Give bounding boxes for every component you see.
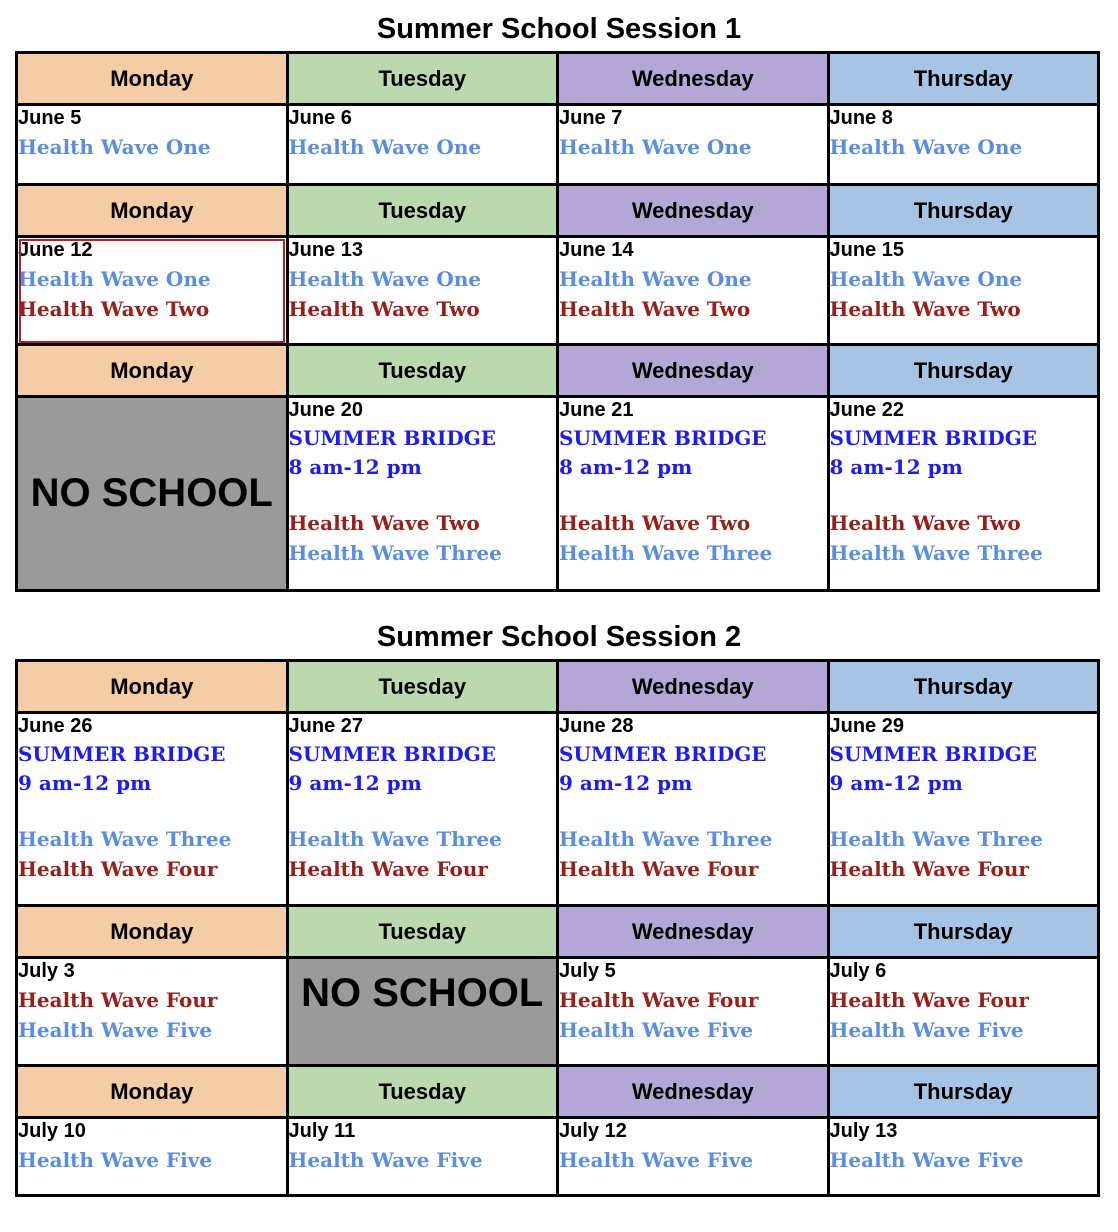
date-label: July 5 [559,960,616,982]
event-summer-bridge: SUMMER BRIDGE [829,426,1038,450]
day-cell [558,1118,829,1196]
day-header-wednesday: Wednesday [558,906,829,958]
day-header-thursday: Thursday [828,906,1099,958]
day-header-tuesday: Tuesday [287,185,558,237]
day-header-wednesday: Wednesday [558,661,829,713]
week-row [17,713,1099,906]
event-health-wave: Health Wave Two [18,297,210,321]
event-health-wave: Health Wave Two [288,511,480,535]
event-time: 8 am-12 pm [288,455,422,479]
event-health-wave: Health Wave Three [288,541,502,565]
event-health-wave: Health Wave Five [18,1018,213,1042]
event-health-wave: Health Wave Four [829,857,1029,881]
day-header-wednesday: Wednesday [558,185,829,237]
day-header-thursday: Thursday [828,661,1099,713]
event-health-wave: Health Wave Three [829,827,1043,851]
no-school-cell: NO SCHOOL [287,958,558,1066]
event-health-wave: Health Wave Three [288,827,502,851]
day-header-wednesday: Wednesday [558,345,829,397]
event-time: 8 am-12 pm [829,455,963,479]
day-cell [558,713,829,906]
week-row [17,105,1099,185]
day-cell [287,1118,558,1196]
event-health-wave: Health Wave Five [288,1148,483,1172]
day-header-tuesday: Tuesday [287,345,558,397]
date-label: June 21 [559,399,634,421]
day-cell [17,1118,288,1196]
day-cell [828,397,1099,591]
date-label: June 5 [18,107,82,129]
event-health-wave: Health Wave Two [559,511,751,535]
session-1-title: Summer School Session 1 [376,13,742,45]
day-cell [558,237,829,345]
session-1-calendar [15,51,1100,592]
day-header-tuesday: Tuesday [287,661,558,713]
no-school-cell: NO SCHOOL [17,397,288,591]
session-2-calendar [15,659,1100,1197]
event-summer-bridge: SUMMER BRIDGE [559,426,767,450]
event-summer-bridge: SUMMER BRIDGE [288,426,497,450]
day-header-monday: Monday [17,345,288,397]
date-label: July 6 [829,960,887,982]
event-time: 9 am-12 pm [829,771,963,795]
event-health-wave: Health Wave One [559,135,752,159]
day-header-row [17,906,1099,958]
day-header-monday: Monday [17,185,288,237]
event-health-wave: Health Wave Four [288,857,488,881]
event-health-wave: Health Wave Two [829,297,1021,321]
date-label: July 12 [559,1120,627,1142]
event-health-wave: Health Wave Five [18,1148,213,1172]
event-time: 8 am-12 pm [559,455,693,479]
event-health-wave: Health Wave One [288,267,482,291]
event-health-wave: Health Wave Four [18,857,218,881]
session-2-title: Summer School Session 2 [376,621,742,653]
date-label: July 13 [829,1120,898,1142]
date-label: June 6 [288,107,352,129]
day-header-thursday: Thursday [828,185,1099,237]
day-cell [287,105,558,185]
event-health-wave: Health Wave One [18,135,211,159]
event-health-wave: Health Wave One [829,267,1023,291]
event-health-wave: Health Wave Five [559,1018,754,1042]
event-summer-bridge: SUMMER BRIDGE [288,742,497,766]
day-header-row [17,661,1099,713]
event-health-wave: Health Wave Two [559,297,751,321]
day-header-thursday: Thursday [828,345,1099,397]
date-label: July 11 [288,1120,356,1142]
day-cell [17,105,288,185]
event-health-wave: Health Wave Three [559,541,773,565]
day-header-thursday: Thursday [828,1066,1099,1118]
day-header-row [17,345,1099,397]
date-label: July 3 [18,960,75,982]
day-cell-selected[interactable] [17,237,288,345]
day-cell [287,713,558,906]
date-label: July 10 [18,1120,86,1142]
event-health-wave: Health Wave Two [288,297,480,321]
date-label: June 8 [829,107,893,129]
event-summer-bridge: SUMMER BRIDGE [559,742,767,766]
event-health-wave: Health Wave Three [18,827,232,851]
date-label: June 29 [829,715,904,737]
day-cell [828,958,1099,1066]
date-label: June 7 [559,107,623,129]
date-label: June 28 [559,715,634,737]
day-header-tuesday: Tuesday [287,1066,558,1118]
event-health-wave: Health Wave Four [18,988,218,1012]
week-row [17,237,1099,345]
event-time: 9 am-12 pm [18,771,152,795]
week-row [17,1118,1099,1196]
day-cell [828,237,1099,345]
day-header-monday: Monday [17,1066,288,1118]
event-time: 9 am-12 pm [288,771,422,795]
day-cell [558,397,829,591]
week-row [17,397,1099,591]
day-cell [558,105,829,185]
day-header-row [17,185,1099,237]
event-health-wave: Health Wave Three [829,541,1043,565]
event-health-wave: Health Wave One [559,267,752,291]
date-label: June 15 [829,239,904,261]
date-label: June 13 [288,239,363,261]
date-label: June 27 [288,715,363,737]
event-health-wave: Health Wave One [18,267,211,291]
date-label: June 26 [18,715,93,737]
day-cell [828,713,1099,906]
day-header-tuesday: Tuesday [287,53,558,105]
day-header-monday: Monday [17,53,288,105]
event-health-wave: Health Wave Five [559,1148,754,1172]
event-health-wave: Health Wave Five [829,1018,1024,1042]
date-label: June 20 [288,399,363,421]
week-row [17,958,1099,1066]
date-label: June 12 [18,239,93,261]
event-summer-bridge: SUMMER BRIDGE [829,742,1038,766]
day-header-tuesday: Tuesday [287,906,558,958]
event-health-wave: Health Wave Four [559,988,759,1012]
event-health-wave: Health Wave Four [559,857,759,881]
event-health-wave: Health Wave One [829,135,1023,159]
event-health-wave: Health Wave One [288,135,482,159]
event-health-wave: Health Wave Two [829,511,1021,535]
day-header-wednesday: Wednesday [558,53,829,105]
day-header-monday: Monday [17,661,288,713]
date-label: June 14 [559,239,634,261]
day-header-row [17,1066,1099,1118]
day-cell [558,958,829,1066]
day-header-row [17,53,1099,105]
event-health-wave: Health Wave Five [829,1148,1024,1172]
day-header-wednesday: Wednesday [558,1066,829,1118]
event-health-wave: Health Wave Three [559,827,773,851]
day-cell [287,397,558,591]
day-cell [17,958,288,1066]
day-cell [828,1118,1099,1196]
day-cell [828,105,1099,185]
day-header-thursday: Thursday [828,53,1099,105]
day-cell [287,237,558,345]
event-time: 9 am-12 pm [559,771,693,795]
day-header-monday: Monday [17,906,288,958]
event-summer-bridge: SUMMER BRIDGE [18,742,226,766]
date-label: June 22 [829,399,904,421]
event-health-wave: Health Wave Four [829,988,1029,1012]
day-cell [17,713,288,906]
